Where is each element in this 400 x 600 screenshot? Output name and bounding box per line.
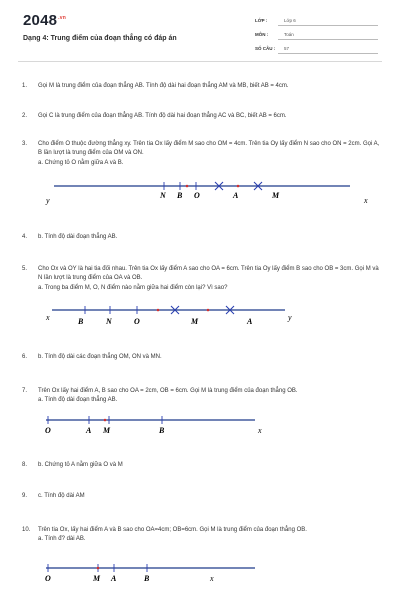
subject-underline — [278, 39, 378, 40]
question-number: 8. — [22, 462, 28, 468]
question-3 — [22, 140, 382, 168]
count-label: SỐ CÂU : — [255, 46, 276, 51]
label-B: B — [177, 191, 183, 200]
question-6 — [22, 353, 382, 362]
label-N: N — [106, 317, 112, 326]
question-number: 3. — [22, 141, 28, 147]
label-O: O — [134, 317, 140, 326]
question-10 — [22, 526, 382, 545]
label-y: y — [46, 196, 50, 205]
count-underline — [278, 53, 378, 54]
figure-q5-number-line — [40, 302, 330, 330]
label-M: M — [93, 574, 101, 583]
label-x: x — [46, 313, 50, 322]
question-subpart: a. Chứng tỏ O nằm giữa A và B. — [38, 159, 124, 166]
label-M: M — [103, 426, 111, 435]
worksheet-header — [0, 0, 400, 62]
question-number: 9. — [22, 493, 28, 499]
question-subpart: a. Tính đ? dài AB. — [38, 536, 86, 543]
label-B: B — [159, 426, 165, 435]
figure-q7-number-line — [40, 412, 280, 438]
question-1 — [22, 82, 382, 91]
label-M: M — [272, 191, 280, 200]
label-x: x — [258, 426, 262, 435]
label-A: A — [247, 317, 253, 326]
label-O: O — [194, 191, 200, 200]
label-y: y — [288, 313, 292, 322]
grade-label: LỚP : — [255, 18, 268, 23]
midpoint-dot — [237, 185, 240, 188]
page-title: Dạng 4: Trung điểm của đoạn thẳng có đáp án — [23, 35, 177, 42]
figure-q10-number-line — [40, 560, 280, 586]
question-text: Trên tia Ox, lấy hai điểm A và B sao cho OA=4cm; OB=6cm. Gọi M là trung điểm của đoạn thẳng OB. — [38, 527, 307, 533]
header-divider — [18, 61, 382, 62]
question-4 — [22, 233, 382, 242]
label-O: O — [45, 426, 51, 435]
question-number: 2. — [22, 113, 28, 119]
label-x: x — [364, 196, 368, 205]
question-number: 10. — [22, 527, 31, 533]
question-text: Cho Ox và OY là hai tia đối nhau. Trên tia Ox lấy điểm A sao cho OA = 6cm. Trên tia Oy lấy điểm B sao cho OB = 3cm. Gọi M và N lần lượt là trung điểm của OA và OB. — [38, 266, 379, 282]
question-9 — [22, 492, 382, 501]
label-O: O — [45, 574, 51, 583]
site-logo[interactable]: $2048^{.vn}$ — [23, 12, 66, 29]
question-text: Gọi C là trung điểm của đoạn thẳng AB. Tính độ dài hai đoạn thẳng AC và BC, biết AB = 6cm. — [38, 113, 287, 119]
grade-underline — [278, 25, 378, 26]
question-number: 4. — [22, 234, 28, 240]
midpoint-dot — [186, 185, 189, 188]
question-text: c. Tính độ dài AM — [38, 493, 85, 499]
label-M: M — [191, 317, 199, 326]
question-text: Gọi M là trung điểm của đoạn thẳng AB. Tính độ dài hai đoạn thẳng AM và MB, biết AB = 4cm. — [38, 83, 289, 89]
question-text: b. Tính độ dài đoạn thẳng AB. — [38, 234, 118, 240]
question-number: 6. — [22, 354, 28, 360]
midpoint-dot — [104, 419, 107, 422]
label-B: B — [144, 574, 150, 583]
grade-value: Lớp 6 — [284, 18, 296, 23]
label-B: B — [78, 317, 84, 326]
question-text: Trên Ox lấy hai điểm A, B sao cho OA = 2cm, OB = 6cm. Gọi M là trung điểm của đoạn thẳng OB. — [38, 388, 298, 394]
question-text: Cho điểm O thuộc đường thẳng xy. Trên tia Ox lấy điểm M sao cho OM = 4cm. Trên tia Oy lấy điểm N sao cho ON = 2cm. Gọi A, B lần lượt là trung điểm của OM và ON. — [38, 141, 380, 157]
question-7 — [22, 387, 382, 406]
question-subpart: a. Trong ba điểm M, O, N điểm nào nằm giữa hai điểm còn lại? Vì sao? — [38, 284, 228, 291]
subject-value: Toán — [284, 32, 294, 37]
label-x: x — [210, 574, 214, 583]
label-A: A — [111, 574, 117, 583]
midpoint-dot — [97, 567, 100, 570]
figure-q3-number-line — [40, 176, 385, 208]
subject-label: MÔN : — [255, 32, 269, 37]
question-subpart: a. Tính độ dài đoạn thẳng AB. — [38, 397, 118, 404]
question-text: b. Chứng tỏ A nằm giữa O và M — [38, 462, 123, 468]
question-8 — [22, 461, 382, 470]
question-5 — [22, 265, 382, 293]
midpoint-dot — [157, 309, 160, 312]
label-A: A — [86, 426, 92, 435]
count-value: 57 — [284, 46, 290, 51]
midpoint-dot — [207, 309, 210, 312]
question-number: 7. — [22, 388, 28, 394]
question-number: 1. — [22, 83, 28, 89]
question-text: b. Tính độ dài các đoạn thẳng OM, ON và MN. — [38, 354, 162, 360]
label-N: N — [160, 191, 166, 200]
question-2 — [22, 112, 382, 121]
question-number: 5. — [22, 266, 28, 272]
label-A: A — [233, 191, 239, 200]
